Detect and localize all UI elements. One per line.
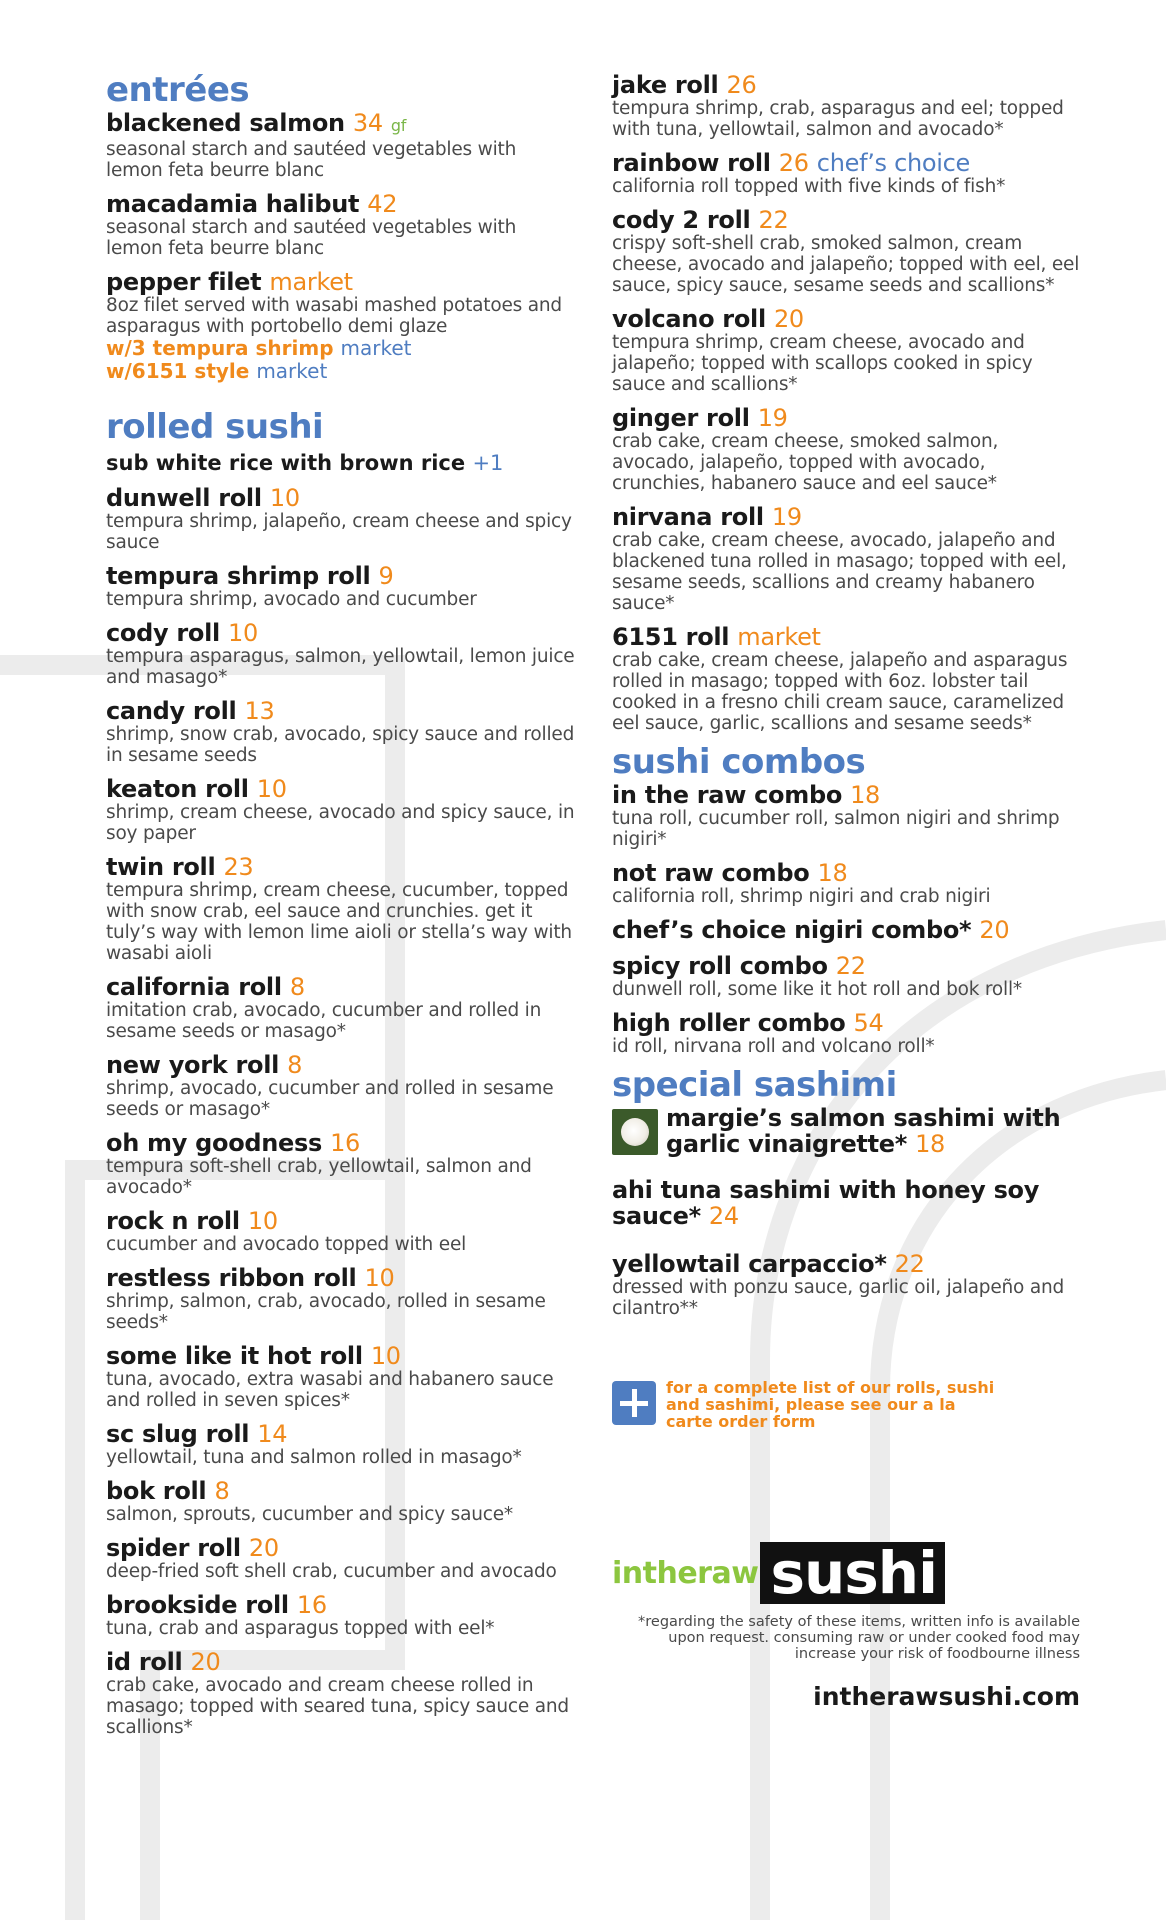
item-price: 10 [370,1342,401,1370]
item-description: shrimp, avocado, cucumber and rolled in sesame seeds or masago* [106,1078,554,1120]
item-name: tempura shrimp roll [106,562,371,590]
item-description: seasonal starch and sautéed vegetables with lemon feta beurre blanc [106,217,517,259]
item-name: oh my goodness [106,1129,323,1157]
item-description: tempura shrimp, jalapeño, cream cheese and spicy sauce [106,511,572,553]
logo-main: sushi [760,1542,945,1604]
item-price: 26 [778,149,809,177]
item-price: 10 [256,775,287,803]
item-name: cody 2 roll [612,206,751,234]
item-description: id roll, nirvana roll and volcano roll* [612,1036,935,1057]
right-column [612,72,1082,1711]
a-la-carte-note [612,1379,1082,1430]
menu-item [106,620,576,688]
item-name: high roller combo [612,1009,846,1037]
item-description: salmon, sprouts, cucumber and spicy sauce* [106,1504,513,1525]
item-name: twin roll [106,853,216,881]
more-rolls-list [612,72,1082,734]
item-name: chef’s choice nigiri combo* [612,916,972,944]
menu-item [612,953,1082,1000]
item-description: california roll, shrimp nigiri and crab nigiri [612,886,991,907]
rolled-sushi-section [106,409,576,1738]
entrees-section [106,72,576,383]
rice-note-price: +1 [472,451,504,475]
item-description: cucumber and avocado topped with eel [106,1234,467,1255]
item-price: 22 [758,206,789,234]
item-price: market [269,268,353,296]
menu-item [612,917,1082,943]
item-description: crab cake, cream cheese, smoked salmon, avocado, jalapeño, topped with avocado, crunchies, habanero sauce and eel sauce* [612,431,999,494]
item-price: 10 [269,484,300,512]
item-description: dressed with ponzu sauce, garlic oil, jalapeño and cilantro** [612,1277,1065,1319]
item-description: california roll topped with five kinds of fish* [612,176,1006,197]
menu-item [106,1265,576,1333]
menu-item [106,776,576,844]
item-name: volcano roll [612,305,766,333]
item-name: bok roll [106,1477,207,1505]
combos-list [612,782,1082,1057]
item-name: spider roll [106,1534,241,1562]
rose-icon [612,1109,658,1155]
item-description: tuna, avocado, extra wasabi and habanero sauce and rolled in seven spices* [106,1369,554,1411]
section-title-sushi-combos: sushi combos [612,742,866,782]
item-price: 22 [894,1250,925,1278]
menu-item [106,698,576,766]
menu-item [106,854,576,964]
item-name: candy roll [106,697,237,725]
item-name: yellowtail carpaccio* [612,1250,887,1278]
menu-item [106,485,576,553]
item-price: 20 [773,305,804,333]
special-sashimi-section [612,1067,1082,1319]
sushi-combos-section [612,744,1082,1057]
item-description: yellowtail, tuna and salmon rolled in masago* [106,1447,522,1468]
menu-item [612,624,1082,734]
rice-note-text: sub white rice with brown rice [106,451,466,475]
option-price: market [340,336,412,360]
menu-item [106,1649,576,1738]
option-label: w/3 tempura shrimp [106,336,334,360]
item-name: spicy roll combo [612,952,828,980]
item-name: macadamia halibut [106,190,360,218]
rolled-sushi-list [106,485,576,1738]
item-name: margie’s salmon sashimi with garlic vinaigrette* [666,1104,1061,1158]
item-description: tempura soft-shell crab, yellowtail, salmon and avocado* [106,1156,532,1198]
item-description: tempura asparagus, salmon, yellowtail, lemon juice and masago* [106,646,575,688]
menu-item [612,860,1082,907]
section-title-entrees: entrées [106,70,250,110]
plus-icon [612,1381,656,1425]
menu-item [612,306,1082,395]
website-link[interactable]: intherawsushi.com [813,1682,1080,1711]
menu-item [612,207,1082,296]
item-description: 8oz filet served with wasabi mashed potatoes and asparagus with portobello demi glaze [106,295,562,337]
item-description: tuna roll, cucumber roll, salmon nigiri and shrimp nigiri* [612,808,1060,850]
item-price: 23 [223,853,254,881]
item-name: nirvana roll [612,503,764,531]
item-option [106,337,576,360]
menu-item [612,782,1082,850]
item-description: crab cake, cream cheese, avocado, jalapeño and blackened tuna rolled in masago; topped with eel, sesame seeds, scallions and creamy habanero sauce* [612,530,1067,614]
menu-item [612,150,1082,197]
menu-item [612,405,1082,494]
item-description: tempura shrimp, cream cheese, cucumber, topped with snow crab, eel sauce and crunchies. get it tuly’s way with lemon lime aioli or stella’s way with wasabi aioli [106,880,572,964]
item-description: crispy soft-shell crab, smoked salmon, cream cheese, avocado and jalapeño; topped with eel, eel sauce, spicy sauce, sesame seeds and scallions* [612,233,1080,296]
item-option [106,360,576,383]
menu-item [106,191,576,259]
item-price: 20 [248,1534,279,1562]
menu-item [106,1208,576,1255]
menu-item [612,1251,1082,1319]
menu-item [106,1592,576,1639]
item-price: 16 [296,1591,327,1619]
item-name: jake roll [612,71,719,99]
item-name: sc slug roll [106,1420,250,1448]
item-tag: chef’s choice [816,149,970,177]
menu-item [612,504,1082,614]
item-price: 13 [244,697,275,725]
item-price: 19 [757,404,788,432]
item-name: rock n roll [106,1207,240,1235]
item-description: shrimp, snow crab, avocado, spicy sauce and rolled in sesame seeds [106,724,575,766]
menu-item [106,1130,576,1198]
item-price: 42 [367,190,398,218]
item-name: cody roll [106,619,220,647]
item-price: 8 [287,1051,303,1079]
item-price: 26 [726,71,757,99]
item-description: deep-fried soft shell crab, cucumber and avocado [106,1561,557,1582]
item-description: tempura shrimp, cream cheese, avocado and jalapeño; topped with scallops cooked in spicy sauce and scallions* [612,332,1033,395]
item-price: 34 [352,109,383,137]
rice-substitution-note [106,451,576,475]
item-description: crab cake, cream cheese, jalapeño and asparagus rolled in masago; topped with 6oz. lobster tail cooked in a fresno chili cream sauce, caramelized eel sauce, garlic, scallions and sesame seeds* [612,650,1068,734]
item-description: dunwell roll, some like it hot roll and bok roll* [612,979,1022,1000]
item-description: crab cake, avocado and cream cheese rolled in masago; topped with seared tuna, spicy sauce and scallions* [106,1675,569,1738]
item-name: in the raw combo [612,781,843,809]
item-price: 16 [330,1129,361,1157]
item-name: brookside roll [106,1591,289,1619]
menu-item [106,1052,576,1120]
left-column [106,72,576,1748]
menu-item [612,1010,1082,1057]
item-description: tuna, crab and asparagus topped with eel* [106,1618,495,1639]
item-name: id roll [106,1648,183,1676]
item-price: 18 [850,781,881,809]
item-price: 10 [247,1207,278,1235]
item-price: 54 [853,1009,884,1037]
item-name: not raw combo [612,859,810,887]
item-name: keaton roll [106,775,249,803]
item-price: 18 [817,859,848,887]
menu-item [106,269,576,383]
item-description: tempura shrimp, avocado and cucumber [106,589,477,610]
item-price: 14 [257,1420,288,1448]
menu-item [106,1478,576,1525]
section-title-special-sashimi: special sashimi [612,1065,897,1105]
item-price: 24 [708,1202,739,1230]
item-description: shrimp, salmon, crab, avocado, rolled in sesame seeds* [106,1291,546,1333]
item-name: ginger roll [612,404,750,432]
item-name: california roll [106,973,282,1001]
menu-item [612,1177,1082,1229]
item-name: pepper filet [106,268,262,296]
item-price: 18 [915,1130,946,1158]
item-price: 8 [289,973,305,1001]
item-description: imitation crab, avocado, cucumber and rolled in sesame seeds or masago* [106,1000,542,1042]
item-description: tempura shrimp, crab, asparagus and eel; topped with tuna, yellowtail, salmon and avocado* [612,98,1064,140]
option-label: w/6151 style [106,359,250,383]
item-name: restless ribbon roll [106,1264,357,1292]
item-name: rainbow roll [612,149,771,177]
item-price: 20 [979,916,1010,944]
item-name: ahi tuna sashimi with honey soy sauce* [612,1176,1040,1230]
item-name: 6151 roll [612,623,730,651]
item-name: blackened salmon [106,109,345,137]
disclaimer: *regarding the safety of these items, written info is available upon request. consuming raw or under cooked food may increase your risk of foodbourne illness [638,1614,1080,1662]
menu-item [106,1421,576,1468]
item-description: shrimp, cream cheese, avocado and spicy sauce, in soy paper [106,802,575,844]
note-text: for a complete list of our rolls, sushi and sashimi, please see our a la carte order form [666,1378,995,1431]
section-title-rolled-sushi: rolled sushi [106,407,324,447]
item-description: seasonal starch and sautéed vegetables with lemon feta beurre blanc [106,139,517,181]
option-price: market [256,359,328,383]
item-price: 9 [378,562,394,590]
brand-logo [612,1539,1082,1607]
menu-item [106,1343,576,1411]
menu-item [612,1105,1082,1157]
item-price: 22 [835,952,866,980]
item-name: some like it hot roll [106,1342,363,1370]
item-name: new york roll [106,1051,280,1079]
menu-item [106,110,576,181]
menu-item [612,72,1082,140]
gluten-free-tag: gf [390,116,407,135]
item-price: market [737,623,821,651]
menu-item [106,563,576,610]
menu-item [106,1535,576,1582]
item-price: 10 [228,619,258,647]
item-name: dunwell roll [106,484,262,512]
logo-prefix: intheraw [612,1555,759,1591]
item-price: 8 [214,1477,230,1505]
item-price: 20 [190,1648,221,1676]
menu-item [106,974,576,1042]
item-price: 19 [771,503,802,531]
item-price: 10 [364,1264,395,1292]
